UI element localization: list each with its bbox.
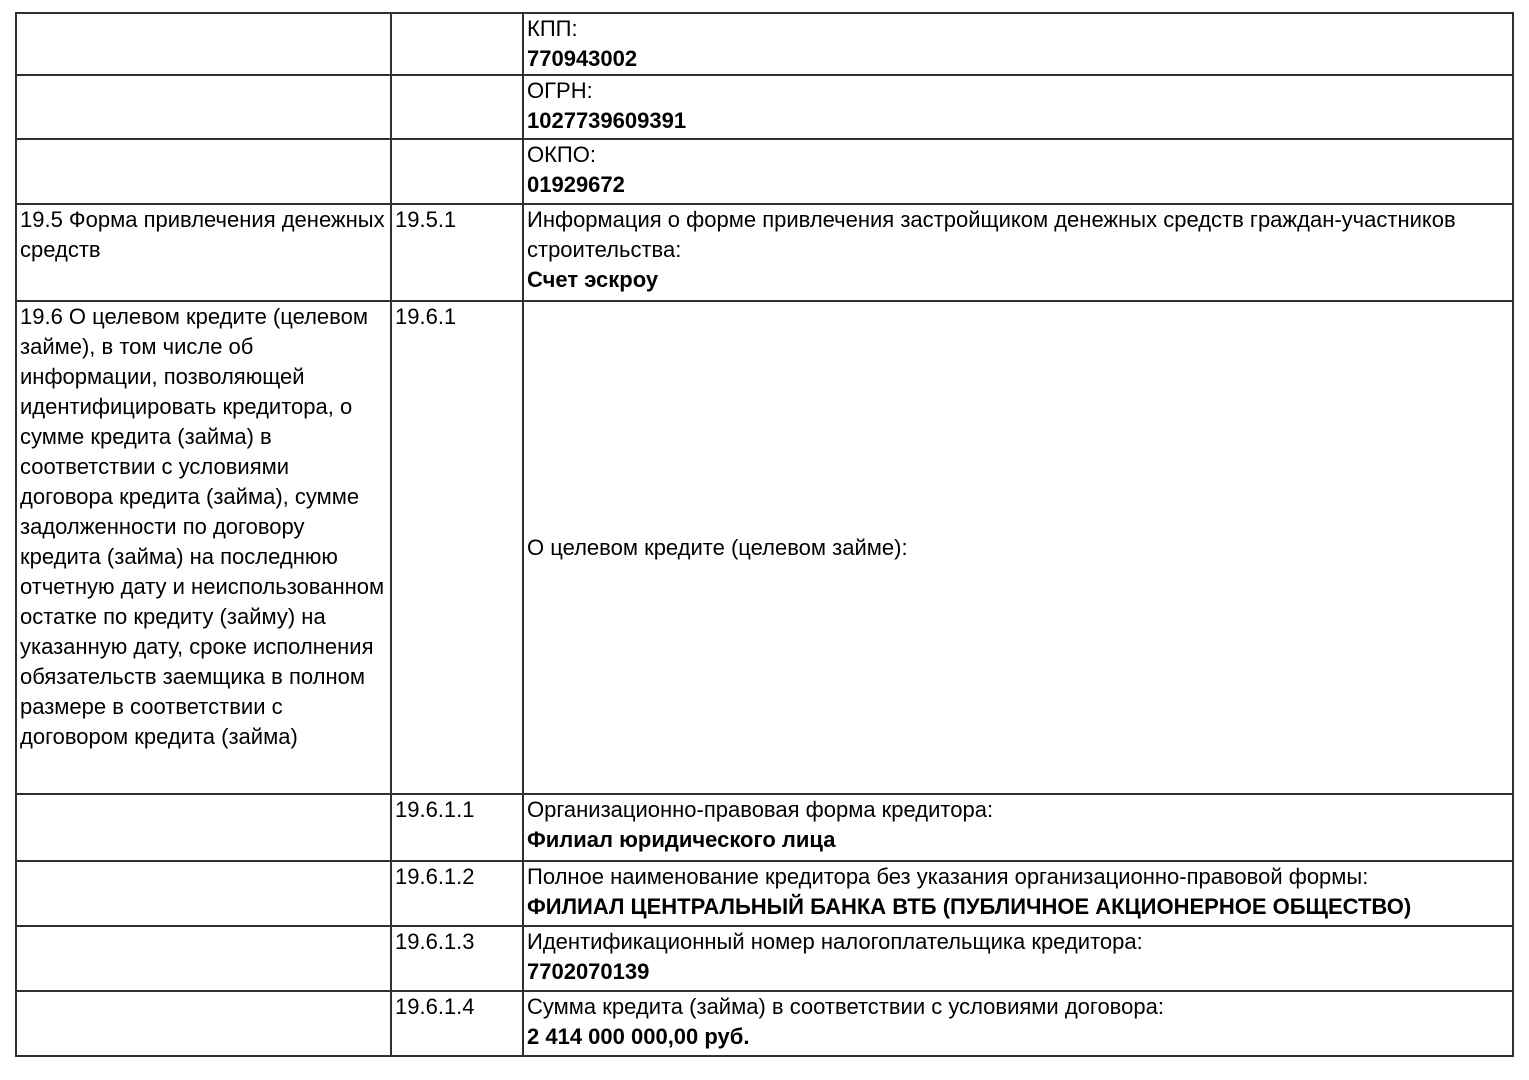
table-row-ogrn (16, 75, 1513, 139)
table-row-okpo (16, 139, 1513, 204)
section-cell (16, 926, 391, 991)
field-value: ФИЛИАЛ ЦЕНТРАЛЬНЫЙ БАНКА ВТБ (ПУБЛИЧНОЕ АКЦИОНЕРНОЕ ОБЩЕСТВО) (527, 894, 1412, 919)
table-row-kpp (16, 13, 1513, 75)
item-number: 19.5.1 (395, 207, 457, 232)
item-number: 19.6.1.1 (395, 797, 475, 822)
table-row-19-6-1-1 (16, 794, 1513, 861)
declaration-table (15, 12, 1514, 1057)
item-number: 19.6.1.2 (395, 864, 475, 889)
number-cell (391, 13, 523, 75)
section-cell (16, 75, 391, 139)
content-cell (523, 794, 1513, 861)
field-label: Идентификационный номер налогоплательщика кредитора: (527, 929, 1143, 954)
content-cell (523, 991, 1513, 1056)
field-label: ОКПО: (527, 142, 596, 167)
number-cell (391, 301, 523, 794)
section-cell (16, 991, 391, 1056)
field-label: Сумма кредита (займа) в соответствии с условиями договора: (527, 994, 1164, 1019)
number-cell (391, 926, 523, 991)
number-cell (391, 139, 523, 204)
content-cell (523, 926, 1513, 991)
item-number: 19.6.1 (395, 304, 457, 329)
section-cell (16, 204, 391, 301)
table-row-19-5 (16, 204, 1513, 301)
number-cell (391, 861, 523, 926)
section-cell (16, 139, 391, 204)
content-cell (523, 75, 1513, 139)
item-number: 19.6.1.4 (395, 994, 475, 1019)
field-label: КПП: (527, 16, 578, 41)
field-label: ОГРН: (527, 78, 593, 103)
section-title: 19.5 Форма привлечения денежных средств (20, 207, 385, 262)
table-row-19-6-1-3 (16, 926, 1513, 991)
field-value: 2 414 000 000,00 руб. (527, 1024, 750, 1049)
section-cell (16, 13, 391, 75)
number-cell (391, 75, 523, 139)
item-number: 19.6.1.3 (395, 929, 475, 954)
field-value: Филиал юридического лица (527, 827, 836, 852)
field-label: О целевом кредите (целевом займе): (527, 534, 908, 560)
section-cell (16, 794, 391, 861)
field-label: Полное наименование кредитора без указания организационно-правовой формы: (527, 864, 1369, 889)
number-cell (391, 991, 523, 1056)
field-value: 7702070139 (527, 959, 650, 984)
section-cell (16, 861, 391, 926)
field-value: Счет эскроу (527, 267, 659, 292)
number-cell (391, 204, 523, 301)
content-cell (523, 139, 1513, 204)
field-value: 01929672 (527, 172, 625, 197)
field-value: 1027739609391 (527, 108, 687, 133)
content-cell (523, 861, 1513, 926)
field-label: Организационно-правовая форма кредитора: (527, 797, 994, 822)
field-label: Информация о форме привлечения застройщиком денежных средств граждан-участников строительства: (527, 207, 1456, 262)
content-cell (523, 204, 1513, 301)
table-row-19-6-1-4 (16, 991, 1513, 1056)
section-title: 19.6 О целевом кредите (целевом займе), в том числе об информации, позволяющей идентифицировать кредитора, о сумме кредита (займа) в соответствии с условиями договора кредита (займа), сумме задолженности по договору кредита (займа) на последнюю отчетную дату и неиспользованном остатке по кредиту (займу) на указанную дату, сроке исполнения обязательств заемщика в полном размере в соответствии с договором кредита (займа) (20, 304, 385, 749)
number-cell (391, 794, 523, 861)
section-cell (16, 301, 391, 794)
table-row-19-6-1-2 (16, 861, 1513, 926)
content-cell (523, 13, 1513, 75)
content-cell (523, 301, 1513, 794)
field-value: 770943002 (527, 46, 638, 71)
table-row-19-6 (16, 301, 1513, 794)
